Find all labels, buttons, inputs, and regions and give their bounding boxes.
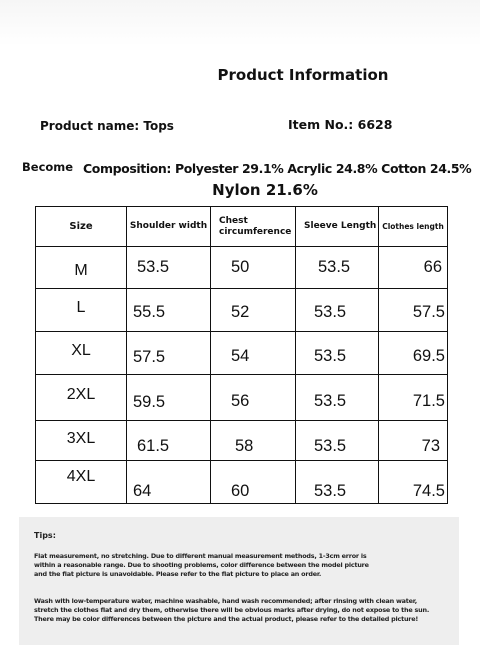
length-cell: 73 [379, 421, 448, 461]
table-row [36, 421, 448, 461]
tips-line: There may be color differences between the picture and the actual product, please refer to the detailed picture! [34, 615, 419, 623]
table-row [36, 289, 448, 332]
chest-cell: 58 [211, 421, 296, 461]
composition-label: Become [22, 160, 74, 174]
table-row [36, 332, 448, 375]
chest-cell: 56 [211, 375, 296, 421]
composition-line-1: Composition: Polyester 29.1% Acrylic 24.8% Cotton 24.5% [83, 161, 472, 176]
size-cell: 3XL [36, 421, 127, 461]
chest-cell: 54 [211, 332, 296, 375]
product-name: Product name: Tops [40, 119, 174, 133]
sleeve-cell: 53.5 [296, 421, 379, 461]
chest-cell: 50 [211, 247, 296, 289]
chest-cell: 60 [211, 461, 296, 504]
length-cell: 57.5 [379, 289, 448, 332]
length-cell: 74.5 [379, 461, 448, 504]
tips-line: Wash with low-temperature water, machine washable, hand wash recommended; after rinsing with clean water, [34, 597, 418, 605]
size-cell: L [36, 289, 127, 332]
size-cell: XL [36, 332, 127, 375]
size-cell: 4XL [36, 461, 127, 504]
tips-line: and the flat picture is unavoidable. Please refer to the flat picture to place an order. [34, 570, 322, 578]
composition-line-2: Nylon 21.6% [212, 181, 318, 199]
header-clothes-length: Clothes length [379, 207, 448, 247]
length-cell: 66 [379, 247, 448, 289]
size-chart-table [35, 206, 448, 504]
header-shoulder-width: Shoulder width [127, 207, 211, 247]
header-sleeve-length: Sleeve Length [296, 207, 379, 247]
shoulder-cell: 64 [127, 461, 211, 504]
length-cell: 69.5 [379, 332, 448, 375]
sleeve-cell: 53.5 [296, 247, 379, 289]
table-row [36, 375, 448, 421]
sleeve-cell: 53.5 [296, 332, 379, 375]
shoulder-cell: 57.5 [127, 332, 211, 375]
length-cell: 71.5 [379, 375, 448, 421]
table-row [36, 461, 448, 504]
size-cell: M [36, 247, 127, 289]
page-title: Product Information [217, 66, 389, 84]
item-number: Item No.: 6628 [288, 117, 393, 132]
shoulder-cell: 53.5 [127, 247, 211, 289]
size-table-header-row [36, 207, 448, 247]
sleeve-cell: 53.5 [296, 375, 379, 421]
sleeve-cell: 53.5 [296, 289, 379, 332]
header-size: Size [36, 207, 127, 247]
tips-box [19, 517, 459, 645]
chest-cell: 52 [211, 289, 296, 332]
sleeve-cell: 53.5 [296, 461, 379, 504]
tips-line: stretch the clothes flat and dry them, otherwise there will be obvious marks after drying, do not expose to the sun. [34, 606, 430, 614]
tips-line: Flat measurement, no stretching. Due to different manual measurement methods, 1-3cm error is [34, 552, 367, 560]
top-shade [0, 0, 480, 46]
header-chest-circumference: Chest circumference [211, 207, 296, 247]
size-cell: 2XL [36, 375, 127, 421]
shoulder-cell: 61.5 [127, 421, 211, 461]
table-row [36, 247, 448, 289]
shoulder-cell: 59.5 [127, 375, 211, 421]
tips-line: within a reasonable range. Due to shooting problems, color difference between the model picture [34, 561, 369, 569]
shoulder-cell: 55.5 [127, 289, 211, 332]
tips-title: Tips: [34, 531, 56, 540]
